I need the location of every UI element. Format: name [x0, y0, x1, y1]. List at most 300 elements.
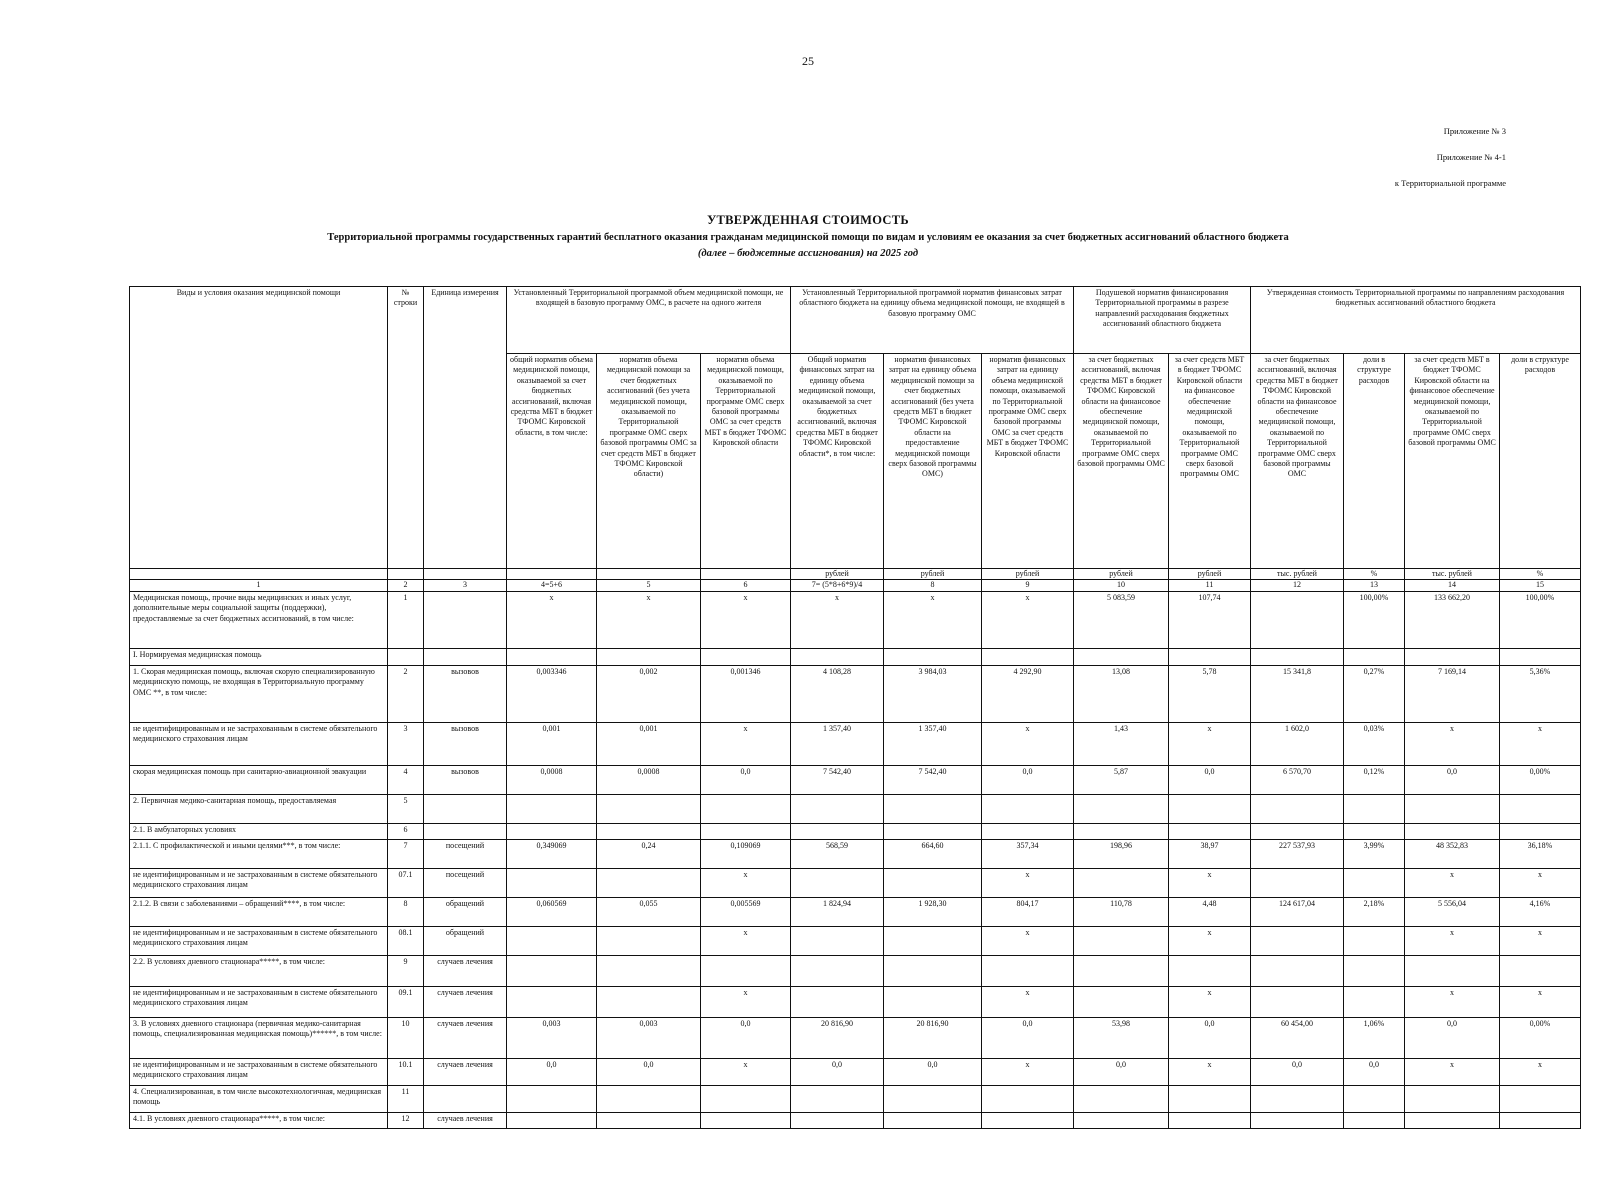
- value-cell: 0,001: [507, 722, 597, 765]
- value-cell: x: [1405, 986, 1500, 1017]
- value-cell: [1074, 823, 1169, 839]
- value-cell: [701, 823, 791, 839]
- value-cell: [507, 926, 597, 955]
- value-cell: 1 357,40: [791, 722, 884, 765]
- value-cell: 0,003346: [507, 665, 597, 722]
- header-subcolumn: общий норматив объема медицинской помощи, оказываемой за счет бюджетных ассигнований, включая средства МБТ в бюджет ТФОМС Кировской области, в том числе:: [507, 354, 597, 569]
- header-group-cost-norm: Установленный Территориальной программой норматив финансовых затрат областного бюджета на единицу объема медицинской помощи, не входящей в базовую программу ОМС: [791, 287, 1074, 354]
- value-cell: 198,96: [1074, 839, 1169, 868]
- value-cell: 0,109069: [701, 839, 791, 868]
- value-cell: [791, 926, 884, 955]
- value-cell: [1500, 1085, 1581, 1112]
- value-cell: [597, 1085, 701, 1112]
- value-cell: x: [701, 986, 791, 1017]
- value-cell: [1251, 648, 1344, 665]
- value-cell: 08.1: [388, 926, 424, 955]
- header-subcolumn: за счет бюджетных ассигнований, включая средства МБТ в бюджет ТФОМС Кировской области на финансовое обеспечение медицинской помощи, оказываемой по Территориальной программе ОМС сверх базовой программы ОМС: [1251, 354, 1344, 569]
- value-cell: 38,97: [1169, 839, 1251, 868]
- value-cell: 1: [388, 591, 424, 648]
- value-cell: 0,0008: [507, 765, 597, 794]
- column-number-cell: 12: [1251, 580, 1344, 591]
- column-number-cell: 8: [884, 580, 982, 591]
- value-cell: 4,48: [1169, 897, 1251, 926]
- value-cell: 0,001: [597, 722, 701, 765]
- value-cell: 11: [388, 1085, 424, 1112]
- value-cell: x: [1169, 986, 1251, 1017]
- value-cell: 0,002: [597, 665, 701, 722]
- value-cell: [1251, 868, 1344, 897]
- value-cell: 1 357,40: [884, 722, 982, 765]
- value-cell: 0,12%: [1344, 765, 1405, 794]
- value-cell: [507, 1085, 597, 1112]
- value-cell: [1500, 648, 1581, 665]
- value-cell: 3: [388, 722, 424, 765]
- value-cell: [597, 868, 701, 897]
- value-cell: [1074, 868, 1169, 897]
- value-cell: x: [982, 986, 1074, 1017]
- value-cell: [884, 868, 982, 897]
- row-label-cell: 2.2. В условиях дневного стационара*****, в том числе:: [130, 955, 388, 986]
- value-cell: x: [1169, 722, 1251, 765]
- value-cell: [791, 794, 884, 823]
- unit-cell: тыс. рублей: [1251, 569, 1344, 580]
- value-cell: x: [982, 1058, 1074, 1085]
- value-cell: [507, 794, 597, 823]
- value-cell: [424, 794, 507, 823]
- column-number-cell: 10: [1074, 580, 1169, 591]
- value-cell: 0,0: [1251, 1058, 1344, 1085]
- value-cell: 6: [388, 823, 424, 839]
- value-cell: 4: [388, 765, 424, 794]
- unit-cell: [388, 569, 424, 580]
- table-row: [130, 839, 1581, 868]
- row-label-cell: не идентифицированным и не застрахованным в системе обязательного медицинского страхования лицам: [130, 868, 388, 897]
- value-cell: 1 928,30: [884, 897, 982, 926]
- unit-cell: тыс. рублей: [1405, 569, 1500, 580]
- table-row: [130, 986, 1581, 1017]
- value-cell: x: [701, 591, 791, 648]
- value-cell: [597, 794, 701, 823]
- value-cell: 20 816,90: [791, 1017, 884, 1058]
- value-cell: [1074, 1112, 1169, 1128]
- value-cell: 0,24: [597, 839, 701, 868]
- unit-cell: рублей: [1074, 569, 1169, 580]
- header-group-volume: Установленный Территориальной программой объем медицинской помощи, не входящей в базовую программу ОМС, в расчете на одного жителя: [507, 287, 791, 354]
- value-cell: 1 824,94: [791, 897, 884, 926]
- header-row-units: [130, 569, 1581, 580]
- value-cell: [507, 955, 597, 986]
- value-cell: 227 537,93: [1251, 839, 1344, 868]
- value-cell: [791, 955, 884, 986]
- value-cell: x: [982, 926, 1074, 955]
- value-cell: 7 542,40: [884, 765, 982, 794]
- value-cell: [1251, 1085, 1344, 1112]
- value-cell: [884, 1085, 982, 1112]
- cost-table: [129, 286, 1581, 1129]
- value-cell: [1344, 794, 1405, 823]
- table-row: [130, 1058, 1581, 1085]
- value-cell: 7 169,14: [1405, 665, 1500, 722]
- value-cell: обращений: [424, 897, 507, 926]
- value-cell: 1,06%: [1344, 1017, 1405, 1058]
- value-cell: [597, 926, 701, 955]
- header-subcolumn: норматив финансовых затрат на единицу объема медицинской помощи, оказываемой по Территориальной программе ОМС сверх базовой программы ОМС за счет средств МБТ в бюджет ТФОМС Кировской области: [982, 354, 1074, 569]
- value-cell: [597, 1112, 701, 1128]
- column-number-cell: 1: [130, 580, 388, 591]
- row-label-cell: не идентифицированным и не застрахованным в системе обязательного медицинского страхования лицам: [130, 926, 388, 955]
- value-cell: [791, 1085, 884, 1112]
- value-cell: 133 662,20: [1405, 591, 1500, 648]
- value-cell: [1074, 926, 1169, 955]
- unit-cell: рублей: [982, 569, 1074, 580]
- value-cell: 0,0: [884, 1058, 982, 1085]
- value-cell: 5 556,04: [1405, 897, 1500, 926]
- unit-cell: [424, 569, 507, 580]
- value-cell: x: [982, 722, 1074, 765]
- value-cell: x: [982, 868, 1074, 897]
- value-cell: [982, 823, 1074, 839]
- value-cell: 0,003: [597, 1017, 701, 1058]
- column-number-cell: 14: [1405, 580, 1500, 591]
- value-cell: 0,0: [982, 765, 1074, 794]
- header-row-groups: [130, 287, 1581, 354]
- value-cell: 0,349069: [507, 839, 597, 868]
- value-cell: x: [982, 591, 1074, 648]
- table-row: [130, 1085, 1581, 1112]
- value-cell: [1169, 648, 1251, 665]
- value-cell: [791, 648, 884, 665]
- value-cell: [1344, 648, 1405, 665]
- value-cell: x: [1405, 1058, 1500, 1085]
- row-label-cell: не идентифицированным и не застрахованным в системе обязательного медицинского страхования лицам: [130, 722, 388, 765]
- value-cell: [884, 648, 982, 665]
- row-label-cell: 3. В условиях дневного стационара (первичная медико-санитарная помощь, специализированная медицинская помощь)******, в том числе:: [130, 1017, 388, 1058]
- value-cell: [1500, 794, 1581, 823]
- value-cell: [1405, 794, 1500, 823]
- value-cell: [1405, 648, 1500, 665]
- value-cell: [424, 648, 507, 665]
- value-cell: 13,08: [1074, 665, 1169, 722]
- value-cell: 100,00%: [1500, 591, 1581, 648]
- value-cell: [884, 986, 982, 1017]
- header-subcolumn: норматив объема медицинской помощи за счет бюджетных ассигнований (без учета медицинской помощи, оказываемой по Территориальной программе ОМС сверх базовой программы ОМС за счет средств МБТ в бюджет ТФОМС Кировской области): [597, 354, 701, 569]
- value-cell: [1169, 794, 1251, 823]
- table-row: [130, 926, 1581, 955]
- page-number: 25: [802, 54, 814, 68]
- value-cell: случаев лечения: [424, 955, 507, 986]
- value-cell: [597, 648, 701, 665]
- value-cell: посещений: [424, 868, 507, 897]
- appendix-line-2: Приложение № 4-1: [1436, 152, 1506, 162]
- value-cell: [1500, 1112, 1581, 1128]
- value-cell: [1251, 926, 1344, 955]
- value-cell: [1344, 868, 1405, 897]
- value-cell: [1405, 1085, 1500, 1112]
- header-row-number: № строки: [388, 287, 424, 569]
- value-cell: [507, 986, 597, 1017]
- value-cell: [982, 1112, 1074, 1128]
- value-cell: 12: [388, 1112, 424, 1128]
- table-row: [130, 1112, 1581, 1128]
- value-cell: 0,0: [1344, 1058, 1405, 1085]
- row-label-cell: 2.1.2. В связи с заболеваниями – обращений****, в том числе:: [130, 897, 388, 926]
- value-cell: 0,0: [1405, 765, 1500, 794]
- value-cell: x: [1405, 868, 1500, 897]
- header-subcolumn: Общий норматив финансовых затрат на единицу объема медицинской помощи, оказываемой за счет бюджетных ассигнований, включая средства МБТ в бюджет ТФОМС Кировской области*, в том числе:: [791, 354, 884, 569]
- value-cell: [1169, 1112, 1251, 1128]
- value-cell: 0,03%: [1344, 722, 1405, 765]
- value-cell: 5: [388, 794, 424, 823]
- value-cell: [1344, 1085, 1405, 1112]
- unit-cell: %: [1500, 569, 1581, 580]
- value-cell: [507, 1112, 597, 1128]
- value-cell: [1074, 1085, 1169, 1112]
- header-row-numbers: [130, 580, 1581, 591]
- table-row: [130, 591, 1581, 648]
- document-subtitle-2: (далее – бюджетные ассигнования) на 2025 год: [697, 248, 919, 259]
- value-cell: случаев лечения: [424, 1112, 507, 1128]
- unit-cell: рублей: [884, 569, 982, 580]
- value-cell: посещений: [424, 839, 507, 868]
- value-cell: x: [791, 591, 884, 648]
- value-cell: x: [1500, 986, 1581, 1017]
- value-cell: 0,0: [1405, 1017, 1500, 1058]
- value-cell: [1344, 955, 1405, 986]
- header-group-per-capita: Подушевой норматив финансирования Территориальной программы в разрезе направлений расходования бюджетных ассигнований областного бюджета: [1074, 287, 1251, 354]
- value-cell: 107,74: [1169, 591, 1251, 648]
- value-cell: 2,18%: [1344, 897, 1405, 926]
- value-cell: [597, 955, 701, 986]
- value-cell: x: [1405, 926, 1500, 955]
- value-cell: 7 542,40: [791, 765, 884, 794]
- value-cell: x: [1169, 1058, 1251, 1085]
- value-cell: [884, 794, 982, 823]
- value-cell: [982, 955, 1074, 986]
- header-subcolumn: за счет бюджетных ассигнований, включая средства МБТ в бюджет ТФОМС Кировской области на финансовое обеспечение медицинской помощи, оказываемой по Территориальной программе ОМС сверх базовой программы ОМС: [1074, 354, 1169, 569]
- value-cell: x: [1405, 722, 1500, 765]
- value-cell: [791, 986, 884, 1017]
- value-cell: 0,003: [507, 1017, 597, 1058]
- table-row: [130, 794, 1581, 823]
- value-cell: x: [884, 591, 982, 648]
- column-number-cell: 3: [424, 580, 507, 591]
- value-cell: 3,99%: [1344, 839, 1405, 868]
- value-cell: 0,00%: [1500, 1017, 1581, 1058]
- value-cell: [1074, 648, 1169, 665]
- value-cell: [388, 648, 424, 665]
- value-cell: 804,17: [982, 897, 1074, 926]
- header-type: Виды и условия оказания медицинской помощи: [130, 287, 388, 569]
- unit-cell: [597, 569, 701, 580]
- value-cell: [1169, 955, 1251, 986]
- value-cell: [424, 591, 507, 648]
- value-cell: случаев лечения: [424, 1058, 507, 1085]
- row-label-cell: скорая медицинская помощь при санитарно-авиационной эвакуации: [130, 765, 388, 794]
- value-cell: [884, 1112, 982, 1128]
- value-cell: 110,78: [1074, 897, 1169, 926]
- row-label-cell: не идентифицированным и не застрахованным в системе обязательного медицинского страхования лицам: [130, 1058, 388, 1085]
- column-number-cell: 7= (5*8+6*9)/4: [791, 580, 884, 591]
- row-label-cell: 4.1. В условиях дневного стационара*****, в том числе:: [130, 1112, 388, 1128]
- table-row: [130, 648, 1581, 665]
- value-cell: 568,59: [791, 839, 884, 868]
- value-cell: x: [1500, 722, 1581, 765]
- value-cell: 4 292,90: [982, 665, 1074, 722]
- table-row: [130, 722, 1581, 765]
- value-cell: [1251, 591, 1344, 648]
- header-group-approved-cost: Утвержденная стоимость Территориальной программы по направлениям расходования бюджетных ассигнований областного бюджета: [1251, 287, 1581, 354]
- value-cell: x: [701, 1058, 791, 1085]
- column-number-cell: 15: [1500, 580, 1581, 591]
- value-cell: 4,16%: [1500, 897, 1581, 926]
- unit-cell: [701, 569, 791, 580]
- value-cell: [791, 868, 884, 897]
- row-label-cell: не идентифицированным и не застрахованным в системе обязательного медицинского страхования лицам: [130, 986, 388, 1017]
- column-number-cell: 2: [388, 580, 424, 591]
- value-cell: x: [701, 926, 791, 955]
- header-subcolumn: за счет средств МБТ в бюджет ТФОМС Кировской области на финансовое обеспечение медицинской помощи, оказываемой по Территориальной программе ОМС сверх базовой программы ОМС: [1169, 354, 1251, 569]
- table-row: [130, 665, 1581, 722]
- value-cell: 357,34: [982, 839, 1074, 868]
- column-number-cell: 13: [1344, 580, 1405, 591]
- value-cell: [1344, 986, 1405, 1017]
- value-cell: [982, 1085, 1074, 1112]
- value-cell: 0,055: [597, 897, 701, 926]
- document-subtitle: Территориальной программы государственных гарантий бесплатного оказания гражданам медицинской помощи по видам и условиям ее оказания за счет бюджетных ассигнований областного бюджета: [327, 232, 1289, 243]
- value-cell: 0,005569: [701, 897, 791, 926]
- value-cell: [701, 1085, 791, 1112]
- table-row: [130, 897, 1581, 926]
- value-cell: 20 816,90: [884, 1017, 982, 1058]
- value-cell: [884, 926, 982, 955]
- table-row: [130, 823, 1581, 839]
- value-cell: 9: [388, 955, 424, 986]
- column-number-cell: 9: [982, 580, 1074, 591]
- value-cell: 0,0: [1074, 1058, 1169, 1085]
- value-cell: [1169, 823, 1251, 839]
- value-cell: 10.1: [388, 1058, 424, 1085]
- value-cell: случаев лечения: [424, 986, 507, 1017]
- value-cell: 0,001346: [701, 665, 791, 722]
- value-cell: x: [1500, 926, 1581, 955]
- value-cell: [1251, 794, 1344, 823]
- value-cell: [1251, 986, 1344, 1017]
- value-cell: 2: [388, 665, 424, 722]
- value-cell: 0,27%: [1344, 665, 1405, 722]
- value-cell: [1500, 955, 1581, 986]
- value-cell: [791, 1112, 884, 1128]
- value-cell: [1344, 926, 1405, 955]
- value-cell: 1,43: [1074, 722, 1169, 765]
- value-cell: x: [1500, 868, 1581, 897]
- document-title: УТВЕРЖДЕННАЯ СТОИМОСТЬ: [707, 213, 909, 227]
- table-row: [130, 1017, 1581, 1058]
- unit-cell: рублей: [1169, 569, 1251, 580]
- value-cell: вызовов: [424, 722, 507, 765]
- unit-cell: [130, 569, 388, 580]
- value-cell: [701, 794, 791, 823]
- value-cell: [1405, 1112, 1500, 1128]
- value-cell: [1251, 1112, 1344, 1128]
- value-cell: [982, 648, 1074, 665]
- value-cell: x: [597, 591, 701, 648]
- value-cell: [597, 823, 701, 839]
- value-cell: [1074, 955, 1169, 986]
- value-cell: 124 617,04: [1251, 897, 1344, 926]
- value-cell: [791, 823, 884, 839]
- value-cell: 8: [388, 897, 424, 926]
- value-cell: 0,0: [982, 1017, 1074, 1058]
- value-cell: 6 570,70: [1251, 765, 1344, 794]
- table-row: [130, 765, 1581, 794]
- value-cell: [884, 823, 982, 839]
- value-cell: 09.1: [388, 986, 424, 1017]
- value-cell: [597, 986, 701, 1017]
- value-cell: [701, 648, 791, 665]
- value-cell: 15 341,8: [1251, 665, 1344, 722]
- value-cell: [1500, 823, 1581, 839]
- value-cell: x: [1500, 1058, 1581, 1085]
- value-cell: 664,60: [884, 839, 982, 868]
- value-cell: 0,060569: [507, 897, 597, 926]
- value-cell: 0,0: [597, 1058, 701, 1085]
- value-cell: x: [1169, 868, 1251, 897]
- value-cell: [1405, 823, 1500, 839]
- value-cell: 36,18%: [1500, 839, 1581, 868]
- value-cell: 0,0008: [597, 765, 701, 794]
- value-cell: 4 108,28: [791, 665, 884, 722]
- value-cell: обращений: [424, 926, 507, 955]
- value-cell: 53,98: [1074, 1017, 1169, 1058]
- value-cell: [1074, 794, 1169, 823]
- value-cell: 0,0: [701, 765, 791, 794]
- value-cell: 0,0: [507, 1058, 597, 1085]
- value-cell: случаев лечения: [424, 1017, 507, 1058]
- unit-cell: %: [1344, 569, 1405, 580]
- row-label-cell: 2. Первичная медико-санитарная помощь, предоставляемая: [130, 794, 388, 823]
- header-subcolumn: за счет средств МБТ в бюджет ТФОМС Кировской области на финансовое обеспечение медицинской помощи, оказываемой по Территориальной программе ОМС сверх базовой программы ОМС: [1405, 354, 1500, 569]
- value-cell: [507, 648, 597, 665]
- value-cell: [1074, 986, 1169, 1017]
- value-cell: [424, 823, 507, 839]
- value-cell: вызовов: [424, 665, 507, 722]
- value-cell: 1 602,0: [1251, 722, 1344, 765]
- value-cell: [1251, 955, 1344, 986]
- value-cell: [1169, 1085, 1251, 1112]
- header-subcolumn: доли в структуре расходов: [1344, 354, 1405, 569]
- value-cell: 0,0: [1169, 765, 1251, 794]
- value-cell: [1344, 823, 1405, 839]
- table-row: [130, 868, 1581, 897]
- header-subcolumn: доли в структуре расходов: [1500, 354, 1581, 569]
- value-cell: вызовов: [424, 765, 507, 794]
- row-label-cell: 4. Специализированная, в том числе высокотехнологичная, медицинская помощь: [130, 1085, 388, 1112]
- value-cell: 5,78: [1169, 665, 1251, 722]
- value-cell: [1251, 823, 1344, 839]
- unit-cell: рублей: [791, 569, 884, 580]
- row-label-cell: I. Нормируемая медицинская помощь: [130, 648, 388, 665]
- row-label-cell: 1. Скорая медицинская помощь, включая скорую специализированную медицинскую помощь, не входящая в Территориальную программу ОМС **, в том числе:: [130, 665, 388, 722]
- table-row: [130, 955, 1581, 986]
- value-cell: 0,0: [791, 1058, 884, 1085]
- value-cell: [507, 823, 597, 839]
- column-number-cell: 4=5+6: [507, 580, 597, 591]
- value-cell: [701, 955, 791, 986]
- row-label-cell: 2.1. В амбулаторных условиях: [130, 823, 388, 839]
- value-cell: 5,87: [1074, 765, 1169, 794]
- value-cell: 5,36%: [1500, 665, 1581, 722]
- header-unit: Единица измерения: [424, 287, 507, 569]
